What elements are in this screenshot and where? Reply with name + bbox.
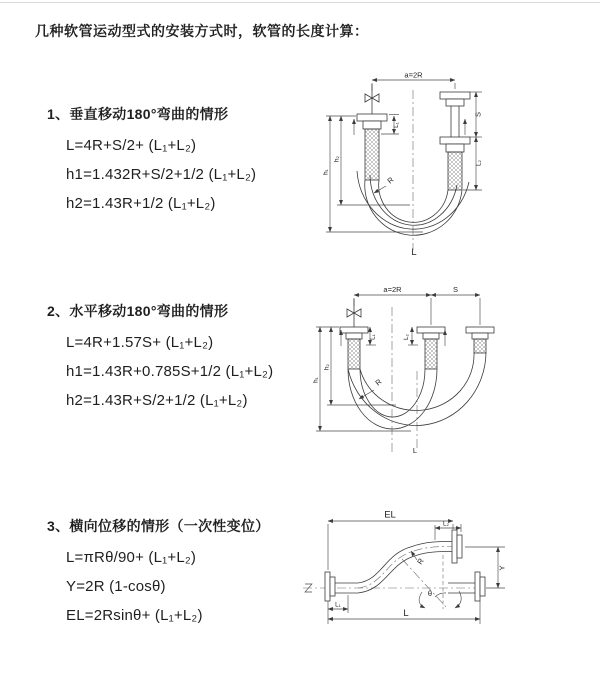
d1-label-l: L xyxy=(411,247,417,257)
flange-neck xyxy=(457,535,462,558)
left-flange-assembly xyxy=(325,572,358,601)
flange-plate xyxy=(325,572,330,601)
d1-label-r: R xyxy=(385,175,396,186)
d2-label-a2r: a=2R xyxy=(383,285,402,294)
valve-icon xyxy=(347,299,361,327)
flange-plate xyxy=(475,572,480,601)
d2-label-h2: h₂ xyxy=(323,364,331,370)
d1-label-l2: L₂ xyxy=(475,160,483,166)
d3-label-r: R xyxy=(415,556,426,567)
diagram-1-drawing xyxy=(310,72,590,257)
section-lateral-displacement xyxy=(47,516,270,630)
left-pipe-assembly xyxy=(357,114,387,180)
page-top-border xyxy=(0,2,600,3)
right-pipe-assembly xyxy=(466,327,494,353)
flange-plate-lower xyxy=(440,137,470,144)
d2-label-l2: L₂ xyxy=(403,334,410,340)
diagram-3-drawing xyxy=(298,497,600,655)
d3-label-y: Y xyxy=(497,565,507,571)
d2-label-l: L xyxy=(412,446,418,455)
section-horizontal-180 xyxy=(47,301,273,415)
d1-label-a2r: a=2R xyxy=(404,72,423,80)
section-3-heading: 3、横向位移的情形（一次性变位） xyxy=(47,518,270,534)
flange-plate xyxy=(357,114,387,121)
d3-label-theta: θ xyxy=(427,589,433,598)
page-title: 几种软管运动型式的安装方式时，软管的长度计算： xyxy=(35,23,369,39)
diagram-horizontal-180 xyxy=(308,283,595,473)
diagram-lateral-displacement xyxy=(298,497,600,660)
d3-label-l2: L₂ xyxy=(443,520,449,528)
d3-label-l: L xyxy=(403,608,409,619)
d1-label-s: S xyxy=(473,111,483,118)
d2-label-h1: h₁ xyxy=(312,377,320,383)
middle-pipe-assembly xyxy=(417,327,445,369)
dim-el xyxy=(328,510,453,571)
flange-plate xyxy=(417,327,445,333)
left-pipe-assembly xyxy=(340,327,368,369)
flange-neck xyxy=(446,99,464,106)
section-2-formula-h1: h1=1.43R+0.785S+1/2 (L₁+L₂) xyxy=(66,363,274,380)
upper-right-flange-assembly xyxy=(452,530,462,563)
d1-label-h2: h₂ xyxy=(333,156,341,162)
section-1-heading: 1、垂直移动180°弯曲的情形 xyxy=(47,106,229,122)
flange-plate xyxy=(466,327,494,333)
dim-h1-h2 xyxy=(313,327,412,431)
section-2-formula-h2: h2=1.43R+S/2+1/2 (L₁+L₂) xyxy=(66,392,248,409)
braid-section xyxy=(425,339,437,369)
section-2-heading: 2、水平移动180°弯曲的情形 xyxy=(47,303,229,319)
section-2-formula-L: L=4R+1.57S+ (L₁+L₂) xyxy=(66,334,214,351)
valve-icon xyxy=(365,84,379,114)
d1-label-l1: L₁ xyxy=(393,122,400,128)
flange-neck-lower xyxy=(446,144,464,152)
flange-plate xyxy=(440,92,470,99)
section-3-formula-EL: EL=2Rsinθ+ (L₁+L₂) xyxy=(66,607,203,624)
dim-y xyxy=(465,547,507,588)
d3-label-el: EL xyxy=(384,509,396,521)
flange-neck xyxy=(480,577,485,596)
d2-label-s: S xyxy=(452,285,459,294)
flange-plate xyxy=(452,530,457,563)
straight-position-assembly xyxy=(448,572,485,601)
d2-label-l1: L₁ xyxy=(369,334,377,340)
braid-section xyxy=(448,152,462,190)
diagram-2-drawing xyxy=(308,283,595,468)
flange-neck xyxy=(363,121,381,129)
dim-l2 xyxy=(403,327,418,345)
braid-section xyxy=(365,129,379,180)
section-vertical-180 xyxy=(47,104,256,218)
section-3-formula-L: L=πRθ/90+ (L₁+L₂) xyxy=(66,549,197,566)
hose-s-curve xyxy=(358,542,452,594)
right-pipe-assembly xyxy=(440,92,470,190)
braid-section xyxy=(474,339,486,353)
d1-label-h1: h₁ xyxy=(322,169,330,175)
section-1-formula-h2: h2=1.43R+1/2 (L₁+L₂) xyxy=(66,195,216,212)
flange-neck xyxy=(330,577,335,596)
dim-l xyxy=(328,601,480,624)
flange-neck xyxy=(423,333,439,339)
section-1-formula-L: L=4R+S/2+ (L₁+L₂) xyxy=(66,137,197,154)
section-1-formula-h1: h1=1.432R+S/2+1/2 (L₁+L₂) xyxy=(66,166,257,183)
dim-l1 xyxy=(328,595,348,613)
dim-a2r-s xyxy=(354,285,480,325)
flange-plate xyxy=(340,327,368,333)
section-3-formula-Y: Y=2R (1-cosθ) xyxy=(66,578,166,595)
d3-label-l1: L₁ xyxy=(335,601,341,609)
braid-section xyxy=(348,339,360,369)
dim-a2r xyxy=(372,72,455,91)
d2-label-r: R xyxy=(373,377,384,388)
flange-neck xyxy=(346,333,362,339)
flange-neck xyxy=(472,333,488,339)
diagram-vertical-180 xyxy=(310,72,590,262)
